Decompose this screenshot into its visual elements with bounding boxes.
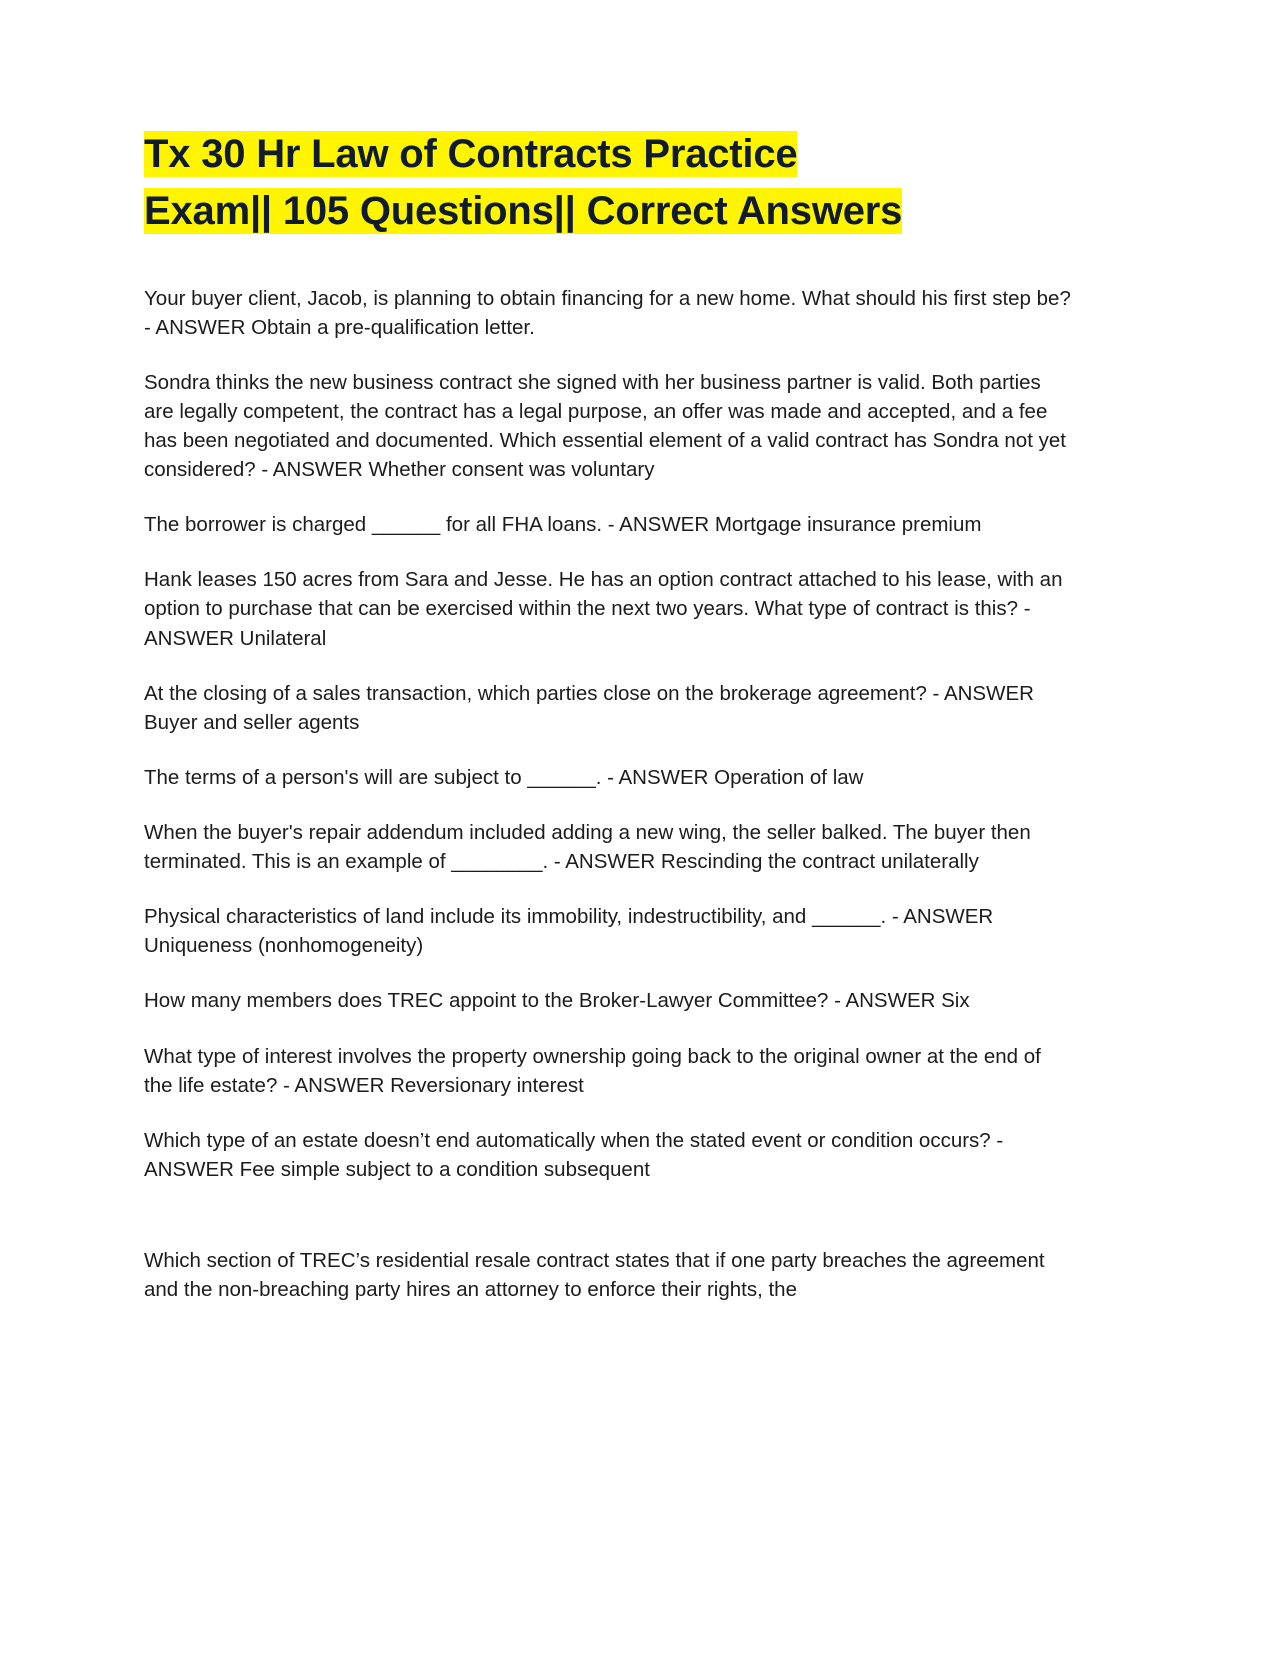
qa-paragraph: At the closing of a sales transaction, which parties close on the brokerage agreement? - ANSWER Buyer and seller agents [144,681,1034,734]
page-title-line-2: Exam|| 105 Questions|| Correct Answers [144,188,903,233]
page-title-line-1: Tx 30 Hr Law of Contracts Practice [144,132,798,176]
qa-paragraph: Sondra thinks the new business contract she signed with her business partner is valid. Both parties are legally competent, the contract has a legal purpose, an offer was made and accepted, and a fee has been negotiated and documented. Which essential element of a valid contract has Sondra not yet considered? - ANSWER Whether consent was voluntary [144,370,1066,482]
qa-paragraph: When the buyer's repair addendum included adding a new wing, the seller balked. The buyer then terminated. This is an example of ________. - ANSWER Rescinding the contract unilaterally [144,821,1031,874]
qa-paragraph: Your buyer client, Jacob, is planning to obtain financing for a new home. What should his first step be? - ANSWER Obtain a pre-qualification letter. [144,286,1071,339]
qa-paragraph: The terms of a person's will are subject to ______. - ANSWER Operation of law [144,765,864,789]
qa-paragraph: What type of interest involves the property ownership going back to the original owner at the end of the life estate? - ANSWER Reversionary interest [144,1044,1041,1097]
qa-paragraph: How many members does TREC appoint to the Broker-Lawyer Committee? - ANSWER Six [144,989,970,1013]
qa-paragraph: Physical characteristics of land include its immobility, indestructibility, and ______. - ANSWER Uniqueness (nonhomogeneity) [144,905,994,958]
qa-paragraph: Hank leases 150 acres from Sara and Jesse. He has an option contract attached to his lease, with an option to purchase that can be exercised within the next two years. What type of contract is this? - ANSWER Unilateral [144,568,1063,650]
qa-paragraph: Which section of TREC’s residential resale contract states that if one party breaches the agreement and the non-breaching party hires an attorney to enforce their rights, the [144,1249,1045,1302]
qa-paragraph: The borrower is charged ______ for all FHA loans. - ANSWER Mortgage insurance premium [144,513,982,537]
page-title [144,126,1136,240]
qa-paragraph: Which type of an estate doesn’t end automatically when the stated event or condition occurs? - ANSWER Fee simple subject to a condition subsequent [144,1128,1004,1181]
